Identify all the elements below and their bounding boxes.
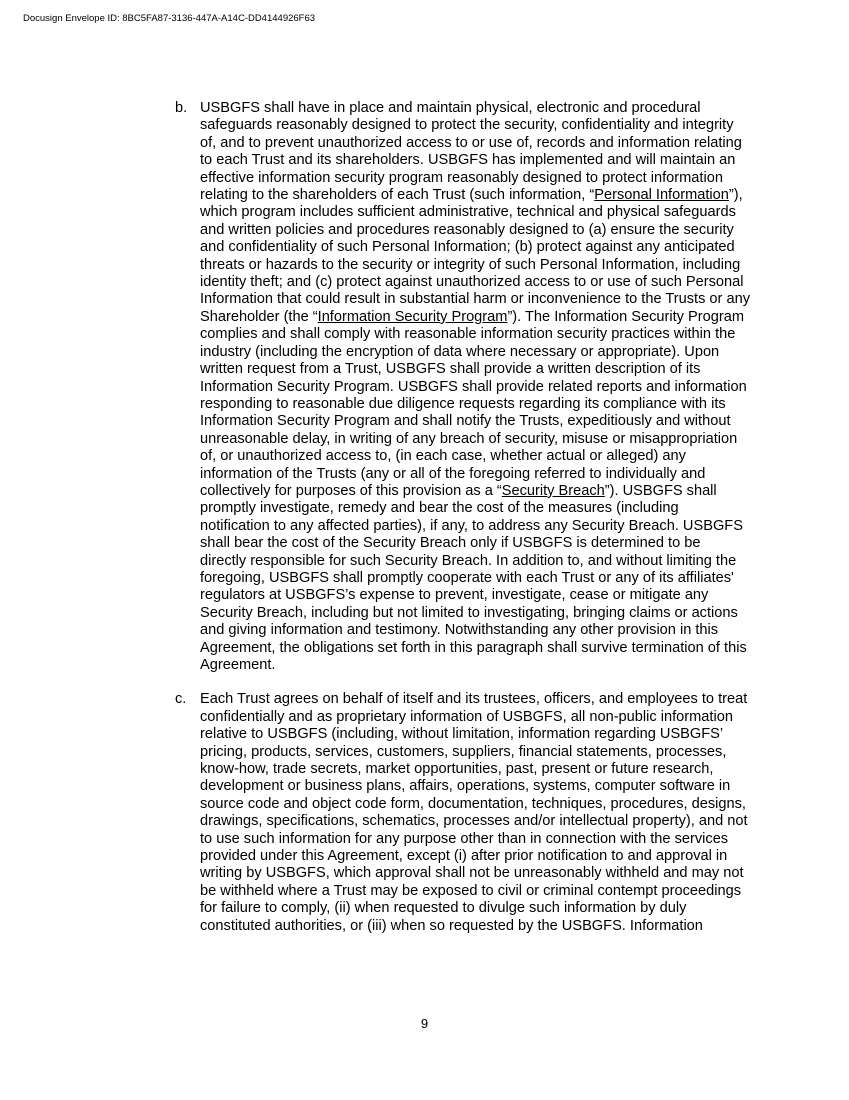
text-segment: ”). USBGFS shall promptly investigate, remedy and bear the cost of the measures (including notification to any affected parties), if any, to address any Security Breach. USBGFS shall bear the cost of the Security Breach only if USBGFS is determined to be directly responsible for such Security Breach. In addition to, and without limiting the foregoing, USBGFS shall promptly cooperate with each Trust or any of its affiliates' regulators at USBGFS’s expense to prevent, investigate, cease or mitigate any Security Breach, including but not limited to investigating, bringing claims or actions and giving information and testimony. Notwithstanding any other provision in this Agreement, the obligations set forth in this paragraph shall survive termination of this Agreement. xyxy=(200,482,747,673)
text-segment: ”). The Information Security Program complies and shall comply with reasonable information security practices within the industry (including the encryption of data where necessary or appropriate). Upon written request from a Trust, USBGFS shall provide a written description of its Information Security Program. USBGFS shall provide related reports and information responding to reasonable due diligence requests regarding its compliance with its Information Security Program and shall notify the Trusts, expeditiously and without unreasonable delay, in writing of any breach of security, misuse or misappropriation of, or unauthorized access to, (in each case, whether actual or alleged) any information of the Trusts (any or all of the foregoing referred to individually and collectively for purposes of this provision as a “ xyxy=(200,308,747,499)
paragraph-c xyxy=(175,691,750,935)
text-segment: ”), which program includes sufficient administrative, technical and physical safeguards and written policies and procedures reasonably designed to (a) ensure the security and confidentiality of such Personal Information; (b) protect against any anticipated threats or hazards to the security or integrity of such Personal Information, including identity theft; and (c) protect against unauthorized access to or use of such Personal Information that could result in substantial harm or inconvenience to the Trusts or any Shareholder (the “ xyxy=(200,187,750,325)
document-body xyxy=(175,100,750,935)
defined-term-information-security-program: Information Security Program xyxy=(317,308,508,325)
text-segment: Each Trust agrees on behalf of itself and its trustees, officers, and employees to treat confidentially and as proprietary information of USBGFS, all non-public information relative to USBGFS (including, without limitation, information regarding USBGFS’ pricing, products, services, customers, suppliers, financial statements, processes, know-how, trade secrets, market opportunities, past, present or future research, development or business plans, affairs, operations, systems, computer software in source code and object code form, documentation, techniques, procedures, designs, drawings, specifications, schematics, processes and/or intellectual property), and not to use such information for any purpose other than in connection with the services provided under this Agreement, except (i) after prior notification to and approval in writing by USBGFS, which approval shall not be unreasonably withheld and may not be withheld where a Trust may be exposed to civil or criminal contempt proceedings for failure to comply, (ii) when requested to divulge such information by duly constituted authorities, or (iii) when so requested by the USBGFS. Information xyxy=(200,691,748,934)
paragraph-text xyxy=(200,691,750,935)
defined-term-security-breach: Security Breach xyxy=(501,482,605,499)
paragraph-marker: b. xyxy=(175,100,188,116)
paragraph-marker: c. xyxy=(175,691,187,708)
paragraph-b xyxy=(175,100,750,674)
paragraph-text xyxy=(200,100,750,674)
text-segment: USBGFS shall have in place and maintain physical, electronic and procedural safeguards reasonably designed to protect the security, confidentiality and integrity of, and to prevent unauthorized access to or use of, records and information relating to each Trust and its shareholders. USBGFS has implemented and will maintain an effective information security program reasonably designed to protect information relating to the shareholders of each Trust (such information, “ xyxy=(200,100,742,204)
defined-term-personal-information: Personal Information xyxy=(594,187,729,204)
page-number: 9 xyxy=(420,1016,429,1031)
envelope-id: Docusign Envelope ID: 8BC5FA87-3136-447A-A14C-DD4144926F63 xyxy=(23,13,316,24)
